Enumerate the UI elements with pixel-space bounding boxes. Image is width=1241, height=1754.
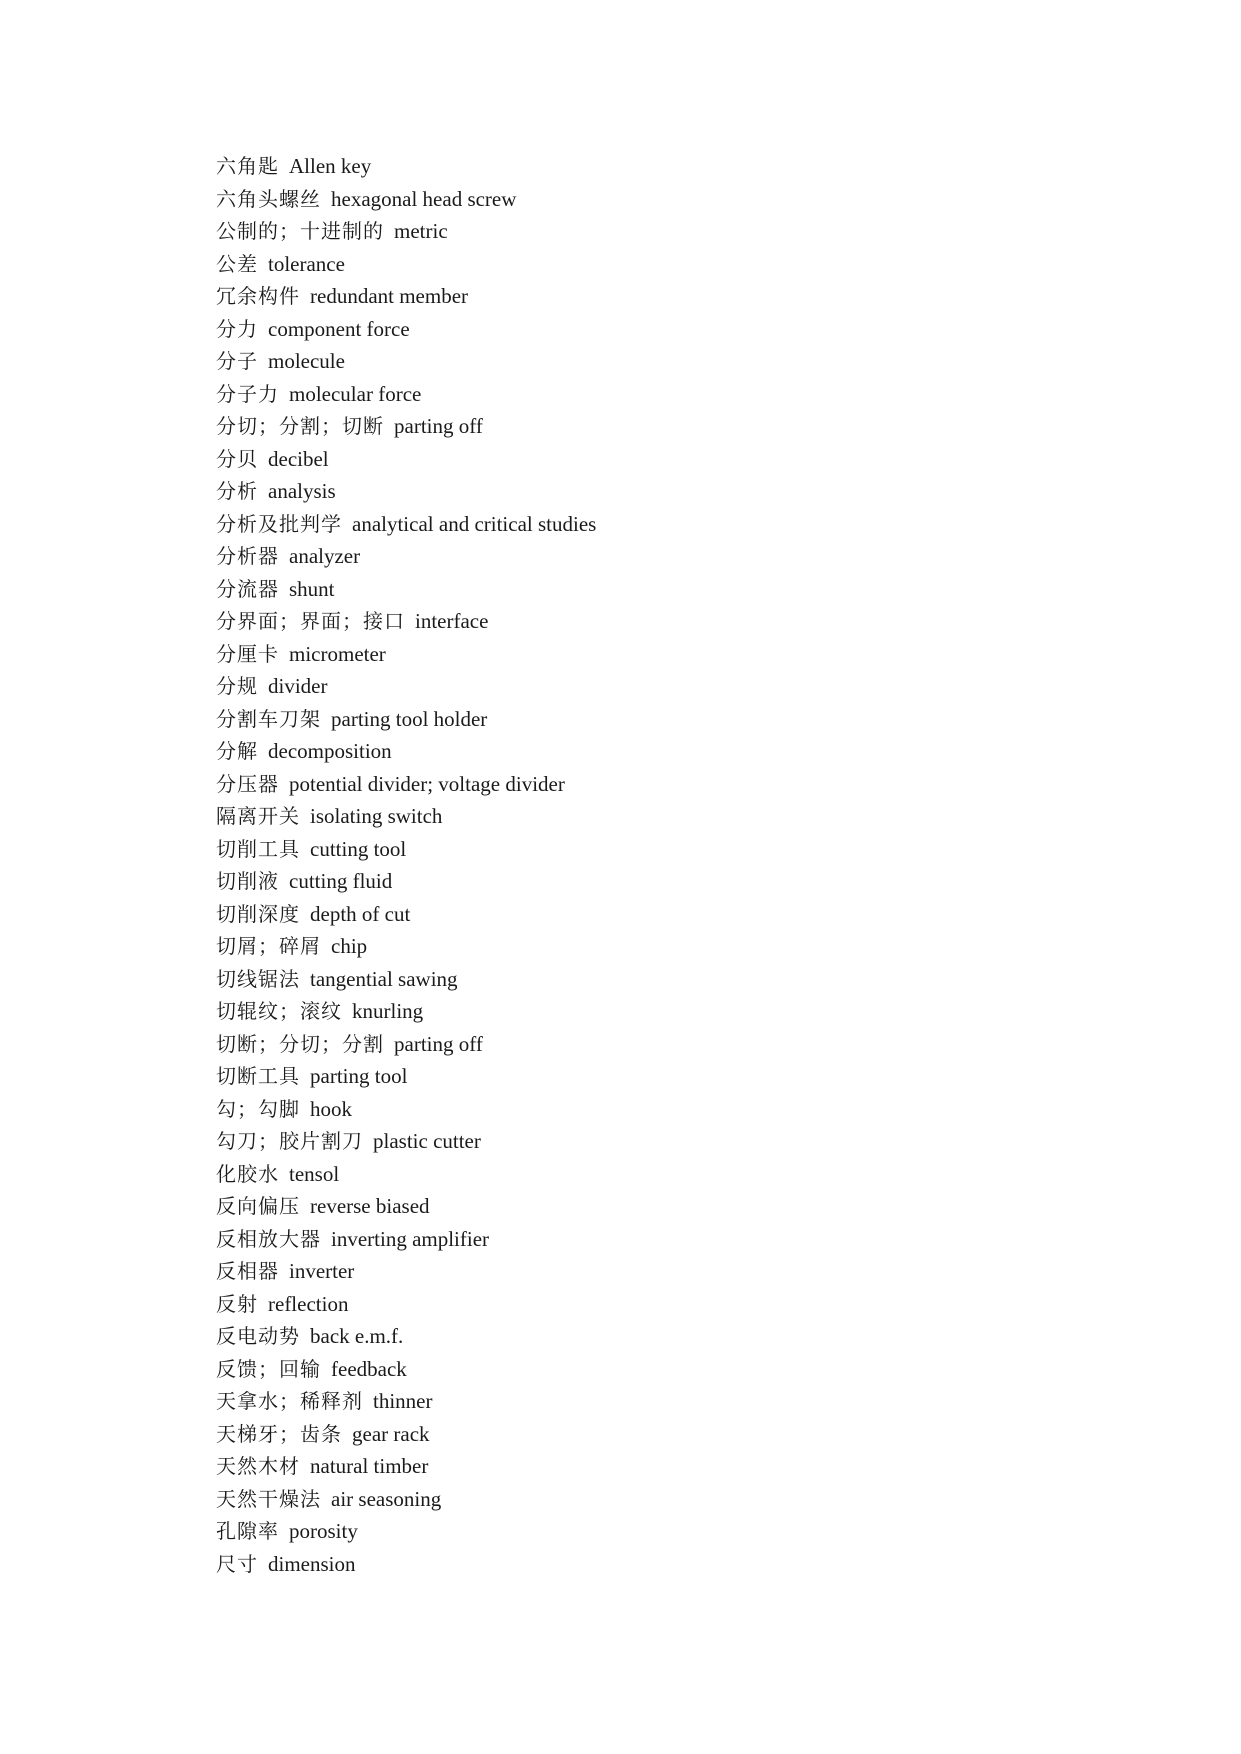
english-term: parting off: [394, 414, 483, 438]
glossary-entry: [216, 345, 596, 378]
english-term: potential divider; voltage divider: [289, 771, 565, 796]
glossary-entry: [216, 1158, 596, 1191]
chinese-term: 反向偏压: [216, 1194, 300, 1218]
english-term: thinner: [373, 1389, 433, 1413]
glossary-entry: [216, 1223, 596, 1256]
glossary-entry: [216, 735, 596, 768]
glossary-entry: [216, 1028, 596, 1061]
glossary-entry: [216, 800, 596, 833]
chinese-term: 切辊纹；滚纹: [216, 999, 342, 1023]
glossary-entry: [216, 280, 596, 313]
english-term: reverse biased: [310, 1194, 430, 1218]
english-term: cutting fluid: [289, 869, 393, 893]
chinese-term: 切断；分切；分割: [216, 1031, 384, 1056]
glossary-entry: [216, 1320, 596, 1353]
chinese-term: 分切；分割；切断: [216, 414, 384, 438]
chinese-term: 分割车刀架: [216, 706, 321, 731]
chinese-term: 切削液: [216, 869, 279, 893]
english-term: air seasoning: [331, 1486, 442, 1511]
english-term: back e.m.f.: [310, 1324, 404, 1348]
glossary-entry: [216, 898, 596, 931]
english-term: Allen key: [289, 154, 372, 178]
glossary-entry: [216, 378, 596, 411]
chinese-term: 天然木材: [216, 1454, 300, 1478]
glossary-entry: [216, 865, 596, 898]
chinese-term: 反馈；回输: [216, 1356, 321, 1381]
chinese-term: 分贝: [216, 446, 258, 471]
glossary-entry: [216, 475, 596, 508]
glossary-entry: [216, 703, 596, 736]
chinese-term: 分流器: [216, 576, 279, 601]
english-term: analytical and critical studies: [352, 511, 597, 536]
glossary-entry: [216, 313, 596, 346]
glossary-entry: [216, 573, 596, 606]
glossary-entry: [216, 1288, 596, 1321]
glossary-entry: [216, 670, 596, 703]
glossary-entry: [216, 605, 596, 638]
chinese-term: 切削工具: [216, 836, 300, 861]
glossary-entry: [216, 1418, 596, 1451]
chinese-term: 分子: [216, 349, 258, 373]
glossary-entry: [216, 508, 596, 541]
glossary-entry: [216, 443, 596, 476]
chinese-term: 化胶水: [216, 1161, 279, 1186]
chinese-term: 天然干燥法: [216, 1486, 321, 1511]
chinese-term: 反电动势: [216, 1324, 300, 1348]
english-term: parting off: [394, 1031, 483, 1056]
glossary-entry: [216, 1190, 596, 1223]
chinese-term: 切屑；碎屑: [216, 934, 321, 958]
english-term: micrometer: [289, 641, 386, 666]
english-term: analyzer: [289, 544, 361, 568]
chinese-term: 公差: [216, 251, 258, 276]
glossary-entry: [216, 638, 596, 671]
english-term: interface: [415, 609, 489, 633]
english-term: component force: [268, 316, 410, 341]
chinese-term: 隔离开关: [216, 804, 300, 828]
glossary-entry: [216, 768, 596, 801]
english-term: metric: [394, 219, 448, 243]
glossary-entry: [216, 1450, 596, 1483]
glossary-entry: [216, 995, 596, 1028]
glossary-entry: [216, 1093, 596, 1126]
english-term: reflection: [268, 1291, 349, 1316]
english-term: decibel: [268, 446, 329, 471]
english-term: tolerance: [268, 251, 345, 276]
chinese-term: 分析: [216, 479, 258, 503]
chinese-term: 公制的；十进制的: [216, 219, 384, 243]
english-term: decomposition: [268, 739, 392, 763]
chinese-term: 孔隙率: [216, 1519, 279, 1543]
chinese-term: 切削深度: [216, 901, 300, 926]
english-term: divider: [268, 674, 328, 698]
glossary-entry: [216, 410, 596, 443]
chinese-term: 切线锯法: [216, 966, 300, 991]
english-term: tensol: [289, 1161, 340, 1186]
chinese-term: 反相器: [216, 1259, 279, 1283]
glossary-entry: [216, 1483, 596, 1516]
chinese-term: 反相放大器: [216, 1226, 321, 1251]
chinese-term: 冗余构件: [216, 284, 300, 308]
english-term: tangential sawing: [310, 966, 458, 991]
glossary-list: [216, 150, 596, 1580]
english-term: plastic cutter: [373, 1129, 481, 1153]
chinese-term: 分析及批判学: [216, 511, 342, 536]
chinese-term: 分规: [216, 674, 258, 698]
glossary-entry: [216, 963, 596, 996]
glossary-entry: [216, 1060, 596, 1093]
english-term: molecule: [268, 349, 345, 373]
english-term: parting tool holder: [331, 706, 488, 731]
english-term: depth of cut: [310, 901, 411, 926]
glossary-entry: [216, 248, 596, 281]
english-term: hexagonal head screw: [331, 186, 517, 211]
english-term: natural timber: [310, 1454, 429, 1478]
english-term: porosity: [289, 1519, 358, 1543]
english-term: chip: [331, 934, 368, 958]
chinese-term: 天梯牙；齿条: [216, 1421, 342, 1446]
glossary-entry: [216, 150, 596, 183]
chinese-term: 尺寸: [216, 1551, 258, 1576]
glossary-entry: [216, 183, 596, 216]
glossary-entry: [216, 1353, 596, 1386]
english-term: gear rack: [352, 1421, 430, 1446]
glossary-entry: [216, 1385, 596, 1418]
glossary-entry: [216, 540, 596, 573]
glossary-entry: [216, 1255, 596, 1288]
english-term: cutting tool: [310, 836, 407, 861]
chinese-term: 天拿水；稀释剂: [216, 1389, 363, 1413]
chinese-term: 勾刀；胶片割刀: [216, 1129, 363, 1153]
english-term: hook: [310, 1096, 352, 1121]
chinese-term: 分子力: [216, 381, 279, 406]
english-term: inverting amplifier: [331, 1226, 490, 1251]
glossary-entry: [216, 1125, 596, 1158]
chinese-term: 六角匙: [216, 154, 279, 178]
chinese-term: 分力: [216, 316, 258, 341]
english-term: shunt: [289, 576, 335, 601]
chinese-term: 分压器: [216, 771, 279, 796]
glossary-entry: [216, 215, 596, 248]
english-term: isolating switch: [310, 804, 443, 828]
english-term: knurling: [352, 999, 424, 1023]
glossary-entry: [216, 1515, 596, 1548]
chinese-term: 分解: [216, 739, 258, 763]
glossary-entry: [216, 1548, 596, 1581]
chinese-term: 切断工具: [216, 1064, 300, 1088]
glossary-entry: [216, 930, 596, 963]
chinese-term: 六角头螺丝: [216, 186, 321, 211]
english-term: inverter: [289, 1259, 355, 1283]
chinese-term: 分界面；界面；接口: [216, 609, 405, 633]
english-term: dimension: [268, 1551, 356, 1576]
english-term: analysis: [268, 479, 336, 503]
chinese-term: 勾；勾脚: [216, 1096, 300, 1121]
chinese-term: 分厘卡: [216, 641, 279, 666]
chinese-term: 反射: [216, 1291, 258, 1316]
english-term: feedback: [331, 1356, 407, 1381]
english-term: parting tool: [310, 1064, 408, 1088]
english-term: molecular force: [289, 381, 422, 406]
english-term: redundant member: [310, 284, 469, 308]
glossary-entry: [216, 833, 596, 866]
chinese-term: 分析器: [216, 544, 279, 568]
